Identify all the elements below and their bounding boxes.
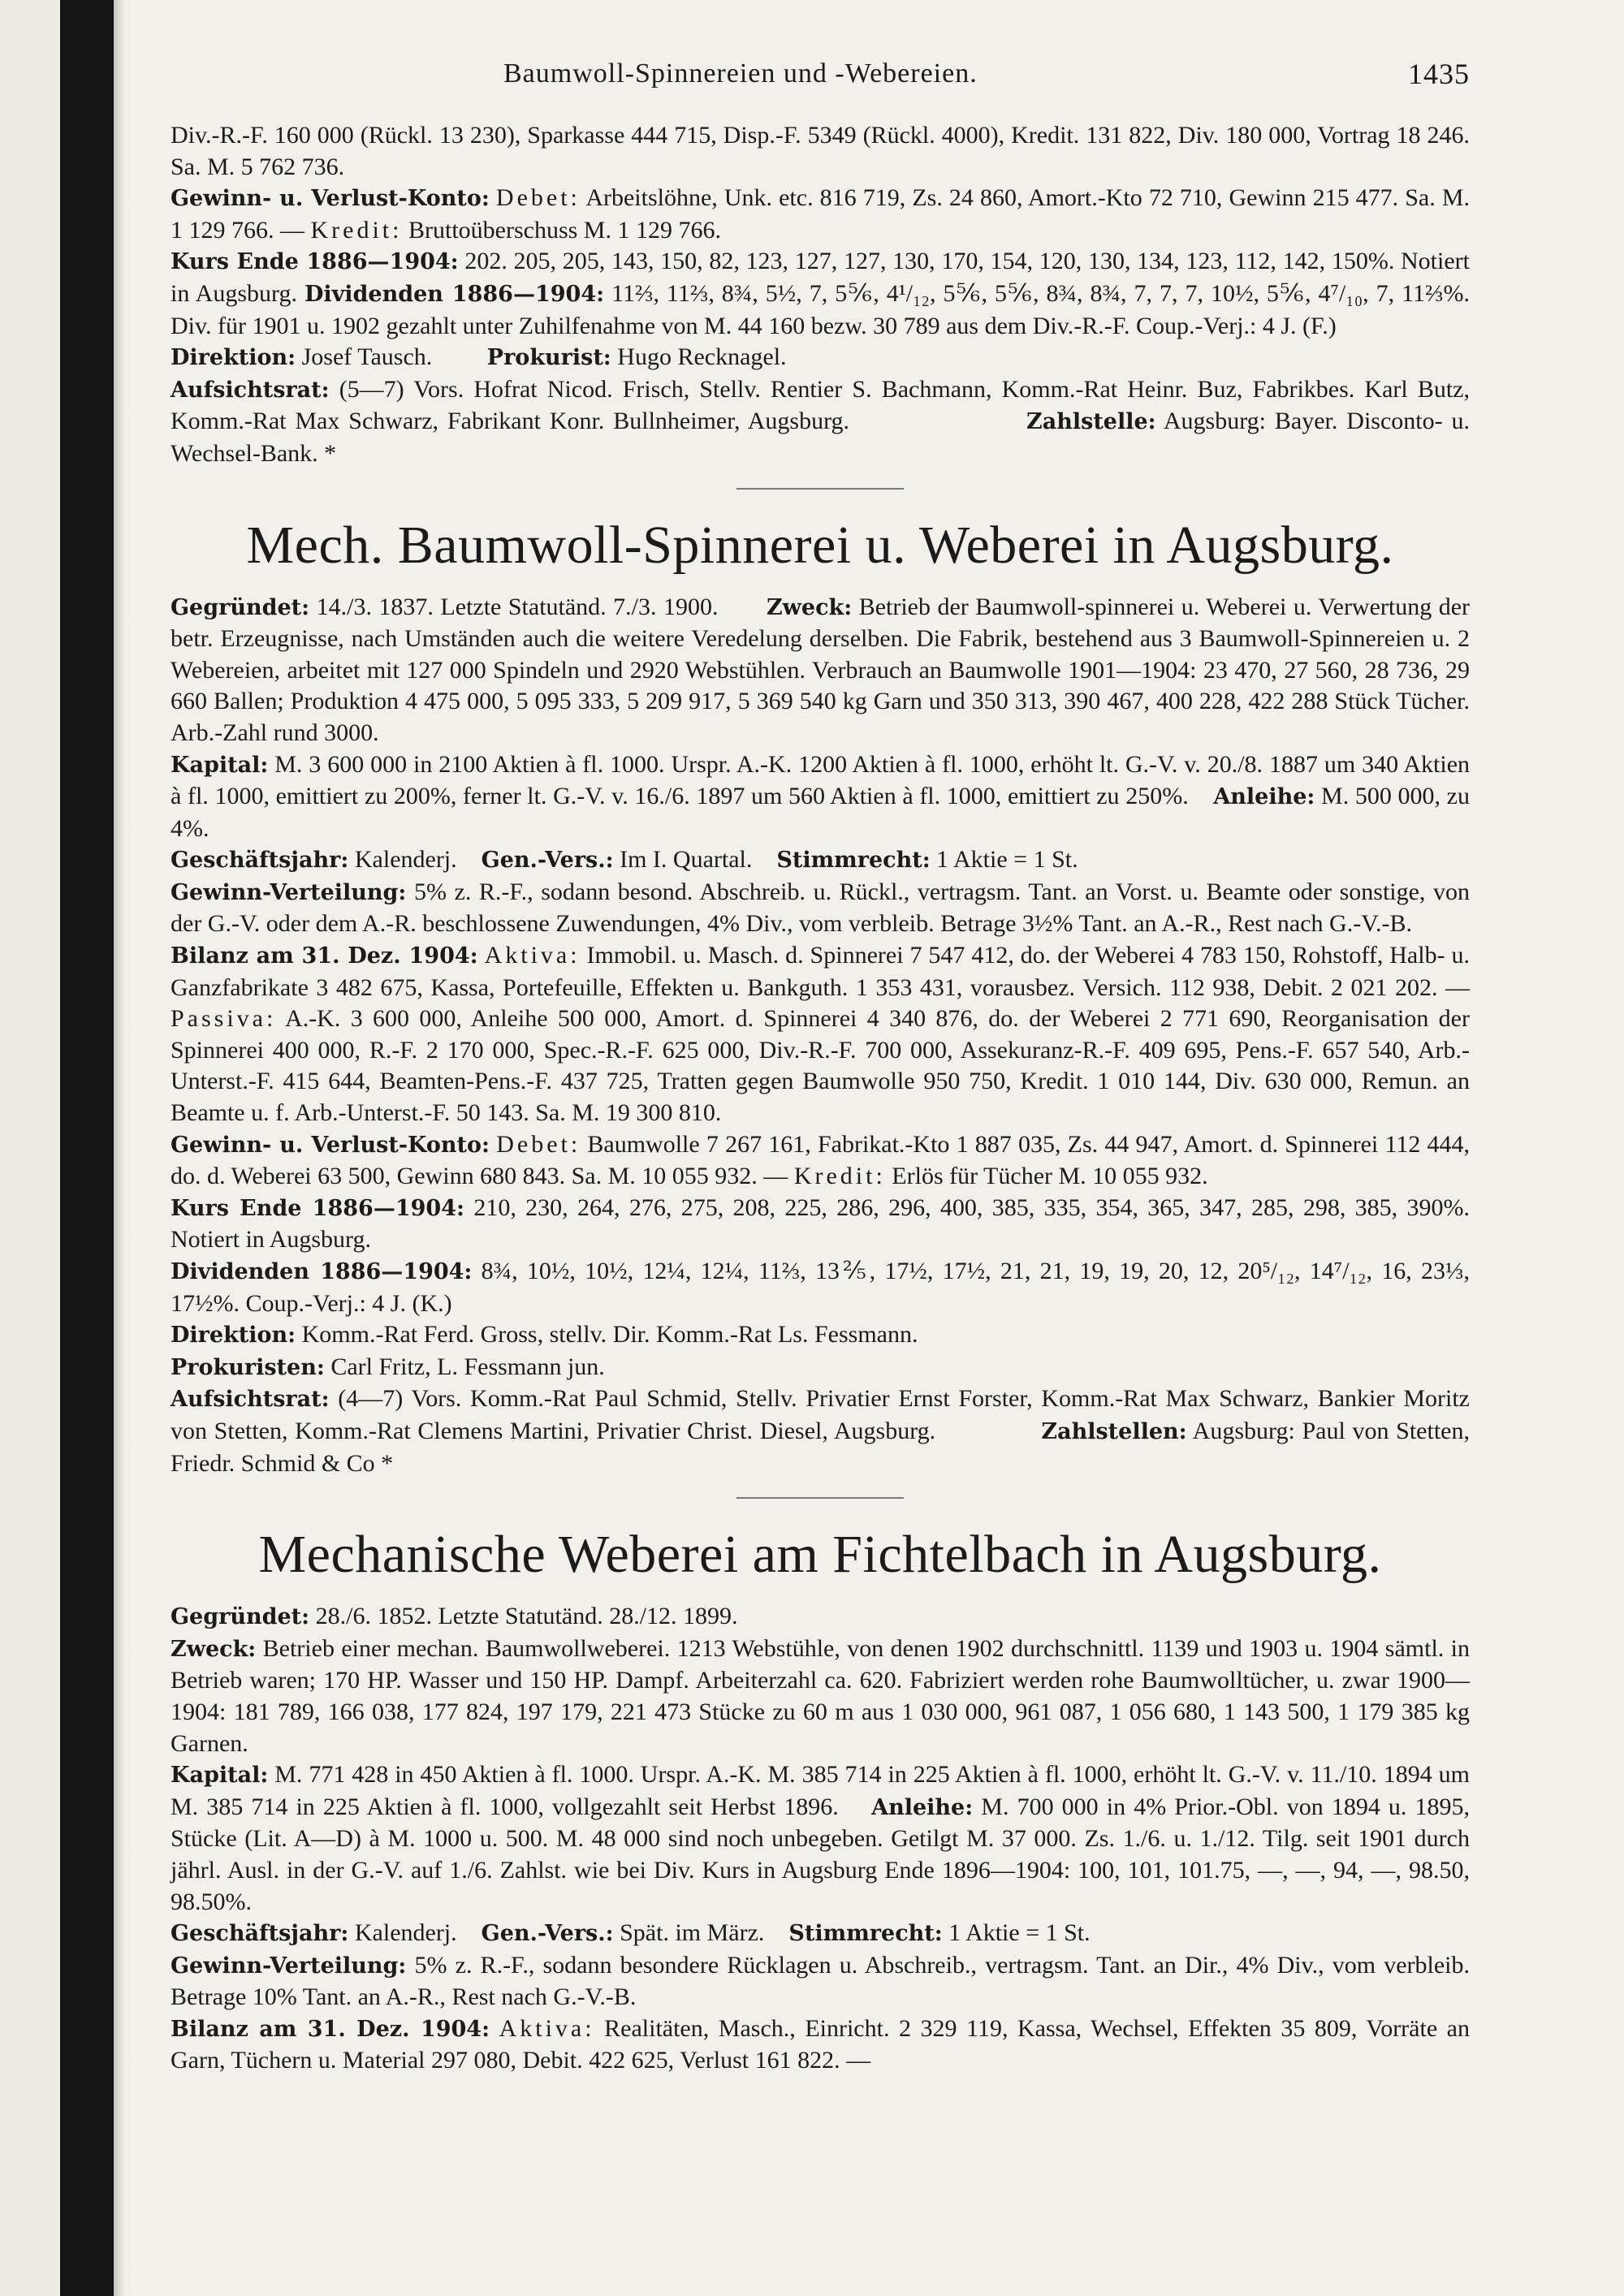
price-history: Kurs Ende 1886—1904: 202. 205, 205, 143, 150, 82, 123, 127, 127, 130, 170, 154, 120, 130, 134, 123, 112, 142, 150%. Notiert in Augsburg. Dividenden 1886—1904: 11⅔, 11⅔, 8¾, 5½, 7, 5⅚, 4¹/₁₂, 5⅚, 5⅚, 8¾, 8¾, 7, 7, 7, 10½, 5⅚, 4⁷/₁₀, 7, 11⅔%. Div. für 1901 u. 1902 gezahlt unter Zuhilfenahme von M. 44 160 bezw. 30 789 aus dem Div.-R.-F. Coup.-Verj.: 4 J. (F.)	[171, 248, 1471, 339]
previous-entry-continuation	[171, 120, 1470, 470]
section-divider	[736, 488, 904, 490]
profit-distribution: Gewinn-Verteilung: 5% z. R.-F., sodann besond. Abschreib. u. Rückl., vertragsm. Tant. an Vorst. u. Beamte oder sonstige, von der G.-V. oder dem A.-R. beschlossene Zuwendungen, 4% Div., vom verbleib. Betrage 3½% Tant. an A.-R., Rest nach G.-V.-B.	[171, 878, 1471, 938]
management: Direktion: Komm.-Rat Ferd. Gross, stellv. Dir. Komm.-Rat Ls. Fessmann.	[171, 1321, 918, 1349]
fiscal-info: Geschäftsjahr: Kalenderj. Gen.-Vers.: Im I. Quartal. Stimmrecht: 1 Aktie = 1 St.	[171, 846, 1078, 874]
book-spine-shadow	[60, 0, 114, 2296]
capital: Kapital: M. 3 600 000 in 2100 Aktien à fl. 1000. Urspr. A.-K. 1200 Aktien à fl. 1000, erhöht lt. G.-V. v. 20./8. 1887 um 340 Aktien à fl. 1000, emittiert zu 200%, ferner lt. G.-V. v. 16./6. 1897 um 560 Aktien à fl. 1000, emittiert zu 250%. Anleihe: M. 500 000, zu 4%.	[171, 750, 1471, 842]
running-head-title: Baumwoll-Spinnereien und -Webereien.	[503, 58, 978, 88]
founding-purpose: Gegründet: 14./3. 1837. Letzte Statutänd. 7./3. 1900. Zweck: Betrieb der Baumwoll-spinnerei u. Weberei u. Verwertung der betr. Erzeugnisse, nach Umständen auch die weitere Veredelung derselben. Die Fabrik, bestehend aus 3 Baumwoll-Spinnereien u. 2 Webereien, arbeitet mit 127 000 Spindeln und 2920 Webstühlen. Verbrauch an Baumwolle 1901—1904: 23 470, 27 560, 28 736, 29 660 Ballen; Produktion 4 475 000, 5 095 333, 5 209 917, 5 369 540 kg Garn und 350 313, 390 467, 400 228, 422 288 Stück Tücher. Arb.-Zahl rund 3000.	[171, 593, 1471, 746]
balance-continuation: Div.-R.-F. 160 000 (Rückl. 13 230), Sparkasse 444 715, Disp.-F. 5349 (Rückl. 4000), Kredit. 131 822, Div. 180 000, Vortrag 18 246. Sa. M. 5 762 736.	[171, 122, 1470, 180]
running-head	[171, 49, 1470, 99]
company-heading: Mech. Baumwoll-Spinnerei u. Weberei in Augsburg.	[246, 515, 1394, 575]
left-margin-strip	[0, 0, 60, 2296]
profit-distribution: Gewinn-Verteilung: 5% z. R.-F., sodann besondere Rücklagen u. Abschreib., vertragsm. Tant. an Dir., 4% Div., vom verbleib. Betrage 10% Tant. an A.-R., Rest nach G.-V.-B.	[171, 1951, 1471, 2011]
price-history: Kurs Ende 1886—1904: 210, 230, 264, 276, 275, 208, 225, 286, 296, 400, 385, 335, 354, 365, 347, 285, 298, 385, 390%. Notiert in Augsburg.	[171, 1193, 1471, 1254]
authorized-officers: Prokuristen: Carl Fritz, L. Fessmann jun.	[171, 1353, 605, 1380]
supervisory-board: Aufsichtsrat: (4—7) Vors. Komm.-Rat Paul Schmid, Stellv. Privatier Ernst Forster, Komm.-Rat Max Schwarz, Bankier Moritz von Stetten, Komm.-Rat Clemens Martini, Privatier Christ. Diesel, Augsburg. Zahlstellen: Augsburg: Paul von Stetten, Friedr. Schmid & Co *	[171, 1385, 1471, 1477]
balance-sheet: Bilanz am 31. Dez. 1904: Aktiva: Immobil. u. Masch. d. Spinnerei 7 547 412, do. der Weberei 4 783 150, Rohstoff, Halb- u. Ganzfabrikate 3 482 675, Kassa, Portefeuille, Effekten u. Bankguth. 1 353 431, vorausbez. Versich. 112 938, Debit. 2 021 202. — Passiva: A.-K. 3 600 000, Anleihe 500 000, Amort. d. Spinnerei 4 340 876, do. der Weberei 2 771 690, Reorganisation der Spinnerei 400 000, R.-F. 2 170 000, Spec.-R.-F. 625 000, Div.-R.-F. 700 000, Assekuranz-R.-F. 409 695, Pens.-F. 657 540, Arb.-Unterst.-F. 415 644, Beamten-Pens.-F. 437 725, Tratten gegen Baumwolle 950 750, Kredit. 1 010 144, Div. 630 000, Remun. an Beamte u. f. Arb.-Unterst.-F. 50 143. Sa. M. 19 300 810.	[171, 942, 1470, 1127]
book-page	[171, 49, 1470, 2257]
company-entry	[171, 1525, 1470, 2077]
company-entry	[171, 516, 1470, 1480]
company-heading: Mechanische Weberei am Fichtelbach in Augsburg.	[258, 1525, 1382, 1585]
purpose: Zweck: Betrieb einer mechan. Baumwollweberei. 1213 Webstühle, von denen 1902 durchschnittl. 1139 und 1903 u. 1904 sämtl. in Betrieb waren; 170 HP. Wasser und 150 HP. Dampf. Arbeiterzahl ca. 620. Fabriziert werden rohe Baumwolltücher, u. zwar 1900—1904: 181 789, 166 038, 177 824, 197 179, 221 473 Stücke zu 60 m aus 1 030 000, 961 087, 1 056 680, 1 143 500, 1 179 385 kg Garnen.	[171, 1634, 1470, 1757]
founding-date: Gegründet: 28./6. 1852. Letzte Statutänd. 28./12. 1899.	[171, 1603, 738, 1630]
management: Direktion: Josef Tausch. Prokurist: Hugo Recknagel.	[171, 343, 787, 371]
gutter-shadow	[114, 0, 125, 2296]
section-divider	[736, 1497, 904, 1499]
page-number: 1435	[1408, 58, 1470, 90]
fiscal-info: Geschäftsjahr: Kalenderj. Gen.-Vers.: Spät. im März. Stimmrecht: 1 Aktie = 1 St.	[171, 1919, 1091, 1947]
profit-loss-account: Gewinn- u. Verlust-Konto: Debet: Baumwolle 7 267 161, Fabrikat.-Kto 1 887 035, Zs. 44 947, Amort. d. Spinnerei 112 444, do. d. Weberei 63 500, Gewinn 680 843. Sa. M. 10 055 932. — Kredit: Erlös für Tücher M. 10 055 932.	[171, 1130, 1471, 1190]
dividends: Dividenden 1886—1904: 8¾, 10½, 10½, 12¼, 12¼, 11⅔, 13⅖, 17½, 17½, 21, 21, 19, 19, 20, 12, 20⁵/₁₂, 14⁷/₁₂, 16, 23⅓, 17½%. Coup.-Verj.: 4 J. (K.)	[171, 1258, 1471, 1317]
profit-loss-account: Gewinn- u. Verlust-Konto: Debet: Arbeitslöhne, Unk. etc. 816 719, Zs. 24 860, Amort.-Kto 72 710, Gewinn 215 477. Sa. M. 1 129 766. — Kredit: Bruttoüberschuss M. 1 129 766.	[171, 184, 1470, 244]
capital: Kapital: M. 771 428 in 450 Aktien à fl. 1000. Urspr. A.-K. M. 385 714 in 225 Aktien à fl. 1000, erhöht lt. G.-V. v. 11./10. 1894 um M. 385 714 in 225 Aktien à fl. 1000, vollgezahlt seit Herbst 1896. Anleihe: M. 700 000 in 4% Prior.-Obl. von 1894 u. 1895, Stücke (Lit. A—D) à M. 1000 u. 500. M. 48 000 sind noch unbegeben. Getilgt M. 37 000. Zs. 1./6. u. 1./12. Tilg. seit 1901 durch jährl. Ausl. in der G.-V. auf 1./6. Zahlst. wie bei Div. Kurs in Augsburg Ende 1896—1904: 100, 101, 101.75, —, —, 94, —, 98.50, 98.50%.	[171, 1761, 1471, 1915]
balance-sheet: Bilanz am 31. Dez. 1904: Aktiva: Realitäten, Masch., Einricht. 2 329 119, Kassa, Wechsel, Effekten 35 809, Vorräte an Garn, Tüchern u. Material 297 080, Debit. 422 625, Verlust 161 822. —	[171, 2014, 1470, 2074]
supervisory-board: Aufsichtsrat: (5—7) Vors. Hofrat Nicod. Frisch, Stellv. Rentier S. Bachmann, Komm.-Rat Heinr. Buz, Fabrikbes. Karl Butz, Komm.-Rat Max Schwarz, Fabrikant Konr. Bullnheimer, Augsburg. Zahlstelle: Augsburg: Bayer. Disconto- u. Wechsel-Bank. *	[171, 375, 1471, 467]
